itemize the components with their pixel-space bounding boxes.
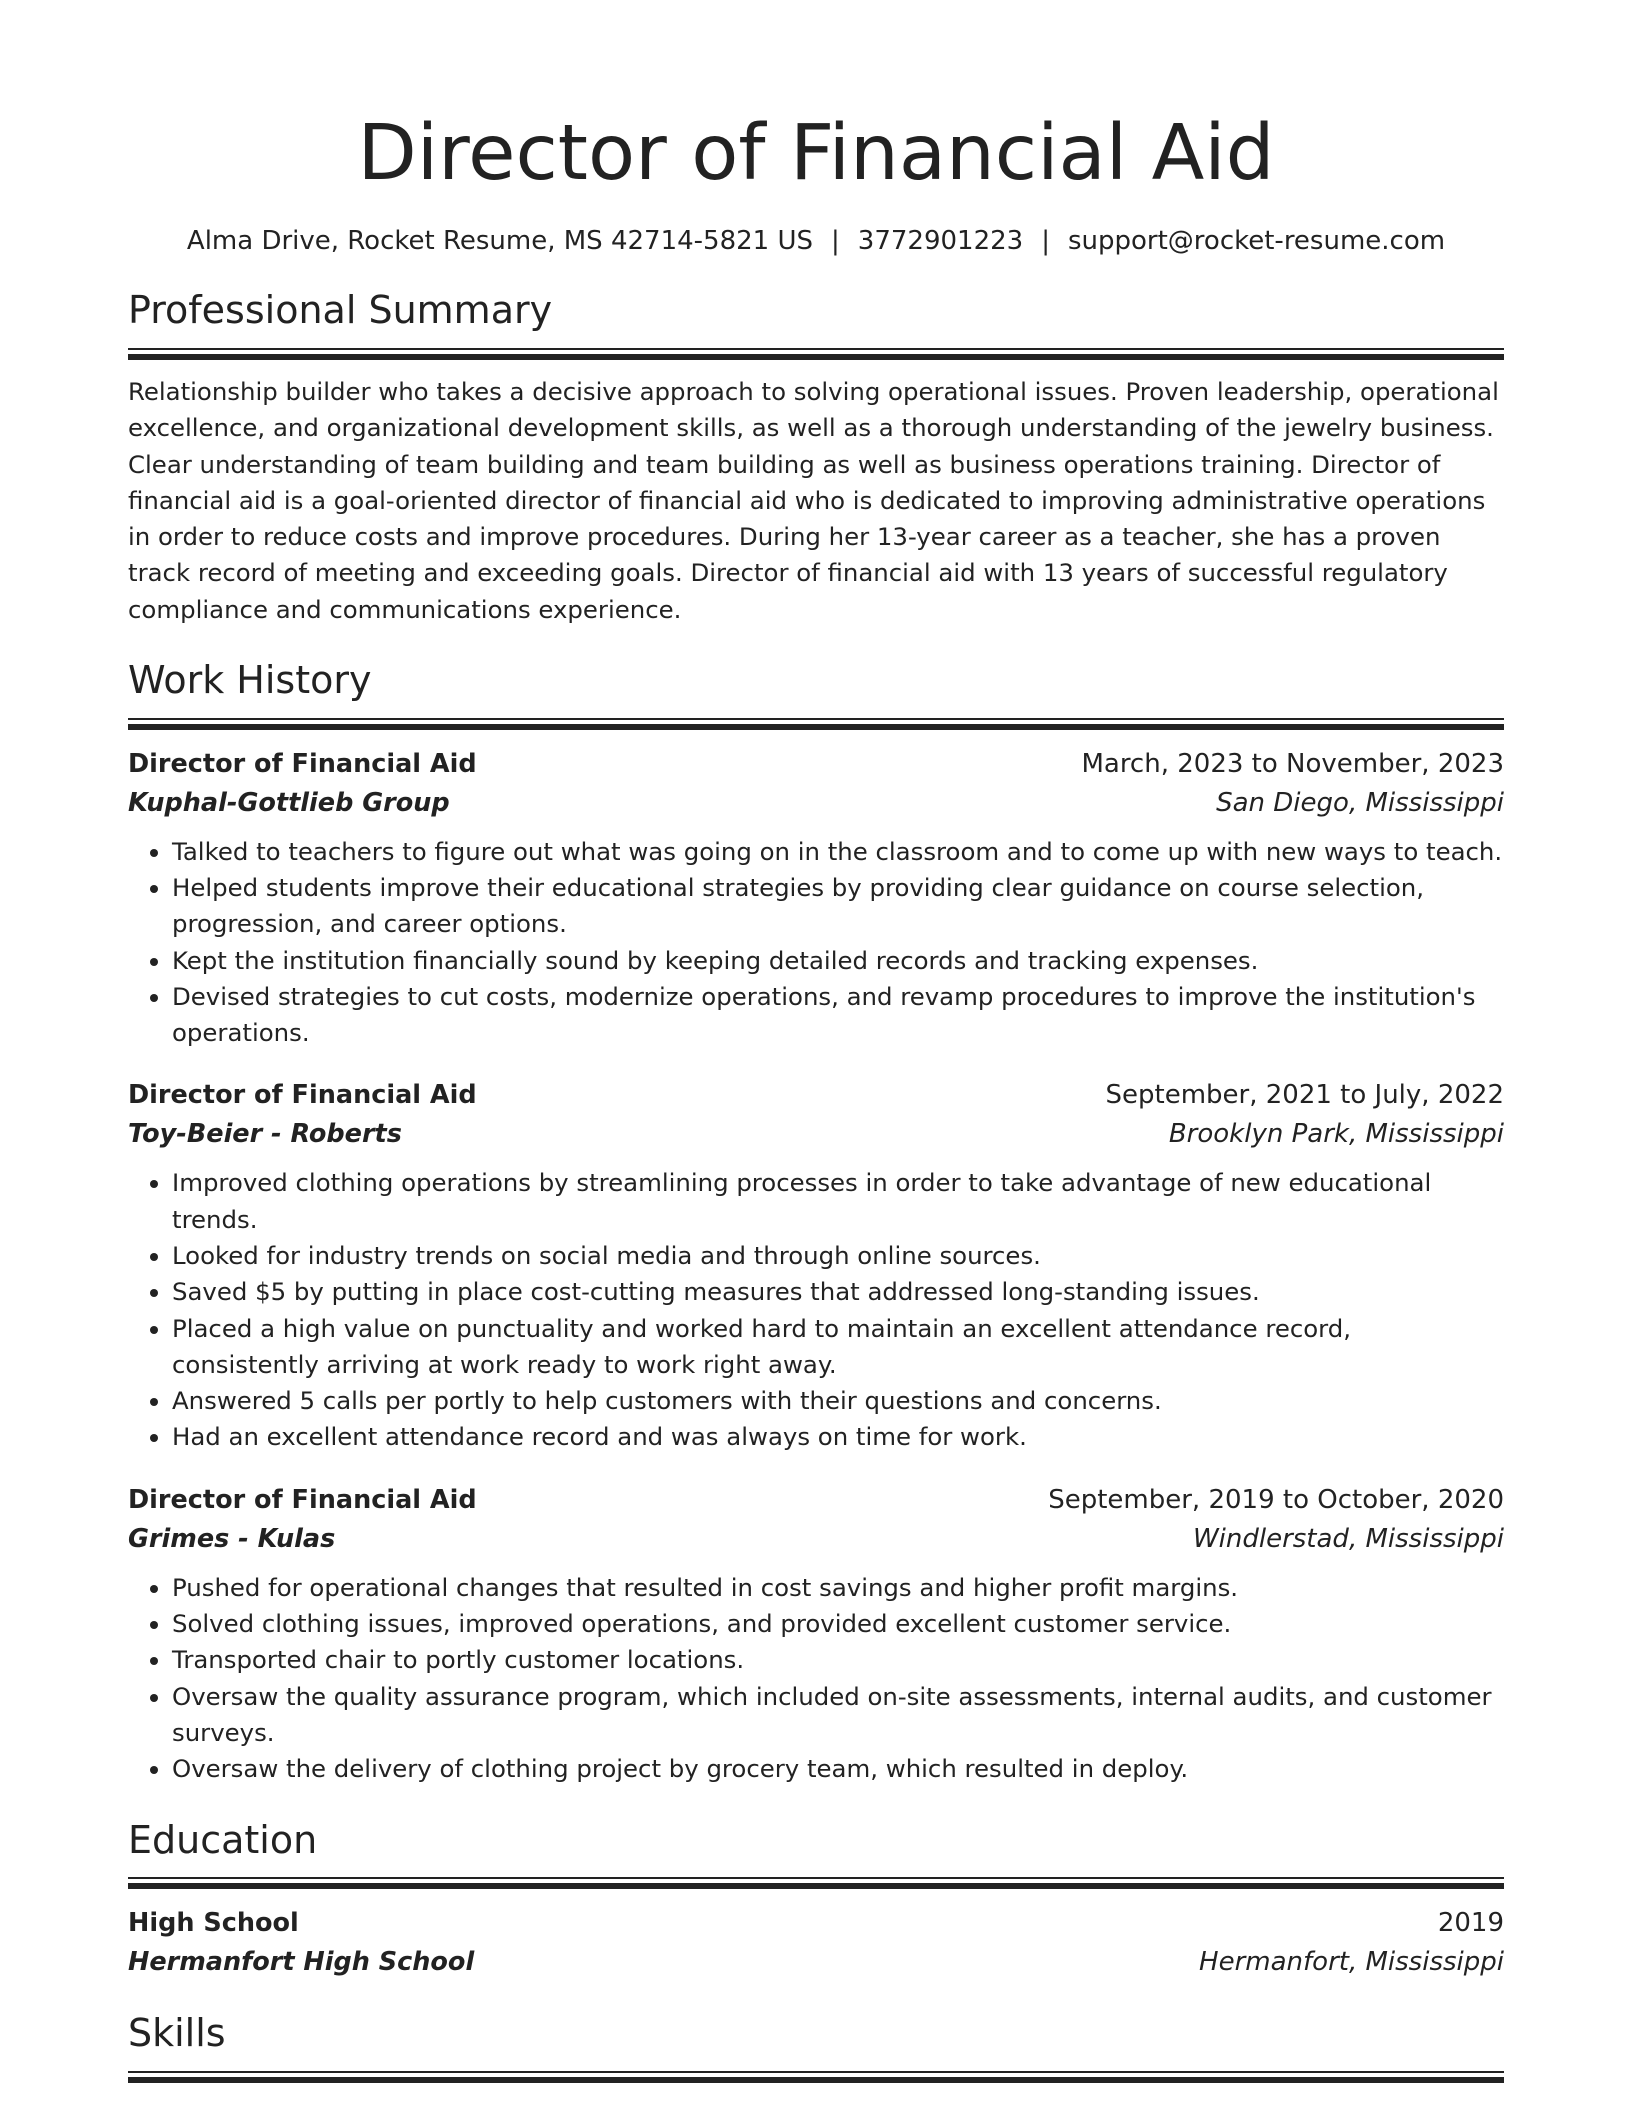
job-bullet: • Devised strategies to cut costs, modernize operations, and revamp procedures to improve the institution's operations. bbox=[172, 979, 1504, 1052]
education-year: 2019 bbox=[1437, 1908, 1504, 1939]
job-bullets bbox=[128, 1165, 1504, 1455]
education-location: Hermanfort, Mississippi bbox=[1199, 1947, 1504, 1978]
section-title-education: Education bbox=[128, 1817, 318, 1862]
job-entry bbox=[128, 1075, 1504, 1455]
section-rule bbox=[128, 718, 1504, 730]
job-location: San Diego, Mississippi bbox=[1216, 787, 1504, 818]
job-bullet: • Solved clothing issues, improved operations, and provided excellent customer service. bbox=[172, 1606, 1504, 1642]
section-rule bbox=[128, 2071, 1504, 2083]
resume-name: Director of Financial Aid bbox=[357, 109, 1275, 198]
job-bullet: • Looked for industry trends on social media and through online sources. bbox=[172, 1238, 1504, 1274]
work-history-section bbox=[128, 658, 1504, 1788]
job-location: Windlerstad, Mississippi bbox=[1192, 1523, 1504, 1554]
job-bullet: • Placed a high value on punctuality and worked hard to maintain an excellent attendance record, consistently arriving at work ready to work right away. bbox=[172, 1311, 1504, 1384]
job-bullet: • Talked to teachers to figure out what was going on in the classroom and to come up with new ways to teach. bbox=[172, 834, 1504, 870]
job-location: Brooklyn Park, Mississippi bbox=[1168, 1119, 1504, 1150]
job-company: Kuphal-Gottlieb Group bbox=[128, 787, 450, 818]
job-entry bbox=[128, 744, 1504, 1052]
skills-section bbox=[128, 2011, 1504, 2083]
section-title-summary: Professional Summary bbox=[128, 288, 553, 333]
job-entry bbox=[128, 1480, 1504, 1788]
job-bullet: • Helped students improve their educational strategies by providing clear guidance on course selection, progression, and career options. bbox=[172, 870, 1504, 943]
job-title: Director of Financial Aid bbox=[128, 1080, 477, 1111]
section-title-work-history: Work History bbox=[128, 658, 372, 703]
job-bullets bbox=[128, 1570, 1504, 1788]
education-section bbox=[128, 1818, 1504, 1982]
summary-text: Relationship builder who takes a decisive approach to solving operational issues. Proven leadership, operational excellence, and organizational development skills, as well as a thorough understanding of the jewelry business. Clear understanding of team building and team building as well as business operations training. Director of financial aid is a goal-oriented director of financial aid who is dedicated to improving administrative operations in order to reduce costs and improve procedures. During her 13-year career as a teacher, she has a proven track record of meeting and exceeding goals. Director of financial aid with 13 years of successful regulatory compliance and communications experience. bbox=[128, 376, 1499, 624]
contact-line bbox=[128, 225, 1504, 259]
contact-email: support@rocket-resume.com bbox=[1067, 225, 1446, 256]
job-dates: September, 2019 to October, 2020 bbox=[1048, 1484, 1504, 1515]
contact-address: Alma Drive, Rocket Resume, MS 42714-5821 US bbox=[186, 225, 814, 256]
job-dates: September, 2021 to July, 2022 bbox=[1105, 1080, 1504, 1111]
education-school: Hermanfort High School bbox=[128, 1947, 475, 1978]
section-rule bbox=[128, 1877, 1504, 1889]
job-bullet: • Oversaw the delivery of clothing project by grocery team, which resulted in deploy. bbox=[172, 1751, 1504, 1787]
job-bullet: • Pushed for operational changes that resulted in cost savings and higher profit margins. bbox=[172, 1570, 1504, 1606]
job-bullet: • Had an excellent attendance record and was always on time for work. bbox=[172, 1419, 1504, 1455]
contact-separator: | bbox=[831, 225, 840, 256]
contact-phone: 3772901223 bbox=[857, 225, 1024, 256]
section-rule bbox=[128, 348, 1504, 360]
job-bullets bbox=[128, 834, 1504, 1052]
job-bullet: • Transported chair to portly customer locations. bbox=[172, 1642, 1504, 1678]
job-bullet: • Saved $5 by putting in place cost-cutting measures that addressed long-standing issues. bbox=[172, 1274, 1504, 1310]
education-entry bbox=[128, 1903, 1504, 1981]
job-bullet: • Oversaw the quality assurance program, which included on-site assessments, internal audits, and customer surveys. bbox=[172, 1679, 1504, 1752]
job-dates: March, 2023 to November, 2023 bbox=[1081, 748, 1504, 779]
job-company: Grimes - Kulas bbox=[128, 1523, 336, 1554]
summary-section bbox=[128, 288, 1504, 628]
section-title-skills: Skills bbox=[128, 2011, 226, 2056]
job-title: Director of Financial Aid bbox=[128, 1484, 477, 1515]
job-bullet: • Kept the institution financially sound by keeping detailed records and tracking expenses. bbox=[172, 943, 1504, 979]
job-bullet: • Answered 5 calls per portly to help customers with their questions and concerns. bbox=[172, 1383, 1504, 1419]
job-company: Toy-Beier - Roberts bbox=[128, 1119, 402, 1150]
job-bullet: • Improved clothing operations by streamlining processes in order to take advantage of new educational trends. bbox=[172, 1165, 1504, 1238]
job-title: Director of Financial Aid bbox=[128, 748, 477, 779]
contact-separator: | bbox=[1041, 225, 1050, 256]
education-degree: High School bbox=[128, 1908, 299, 1939]
